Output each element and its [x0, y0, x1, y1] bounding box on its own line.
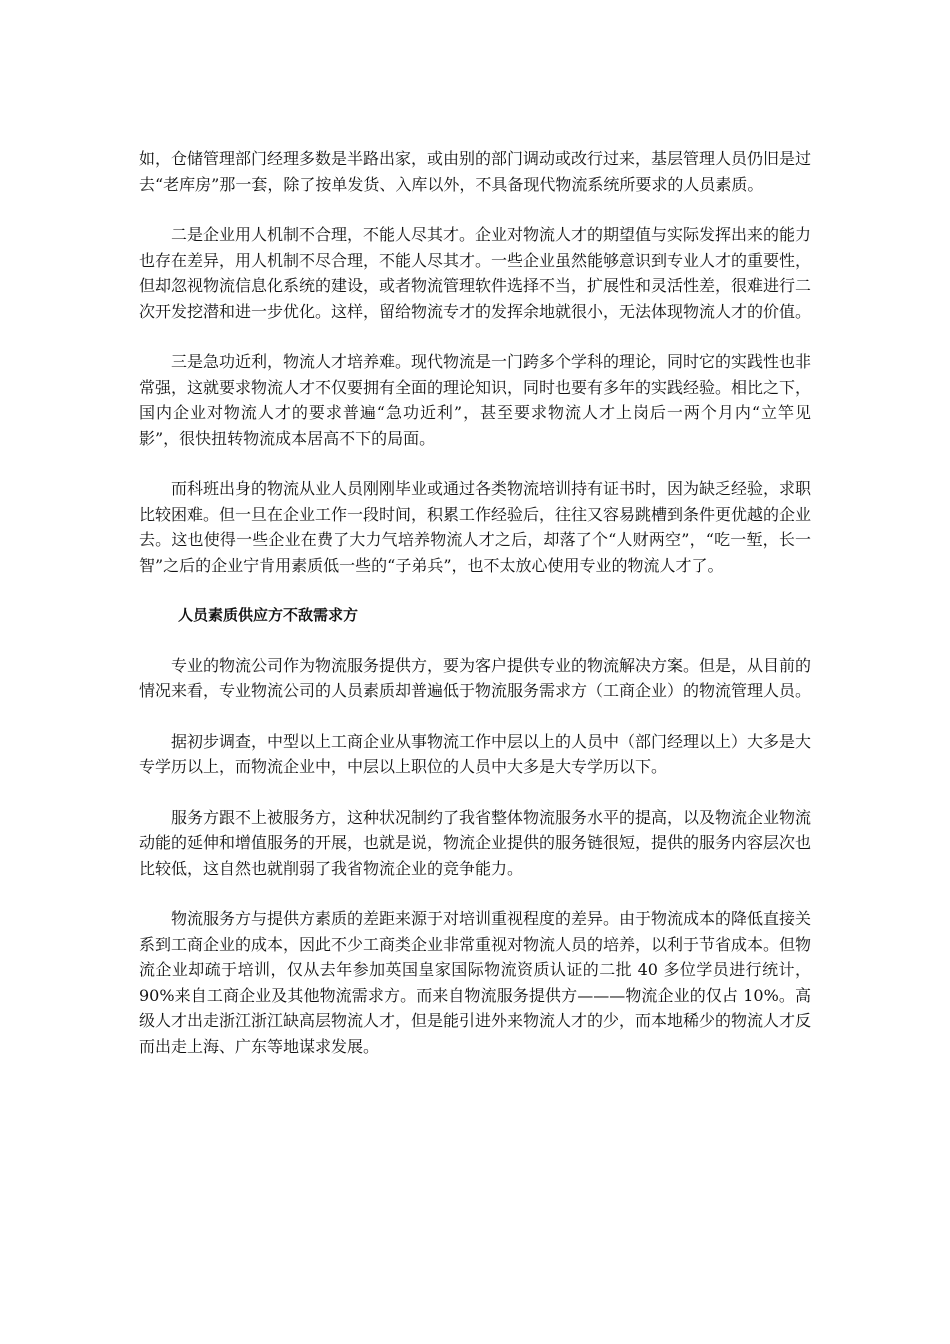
paragraph: 如，仓储管理部门经理多数是半路出家，或由别的部门调动或改行过来，基层管理人员仍旧是过去“老库房”那一套，除了按单发货、入库以外，不具备现代物流系统所要求的人员素质。 [139, 149, 812, 194]
document-body [139, 146, 811, 1084]
paragraph: 二是企业用人机制不合理，不能人尽其才。企业对物流人才的期望值与实际发挥出来的能力也存在差异，用人机制不尽合理，不能人尽其才。一些企业虽然能够意识到专业人才的重要性，但却忽视物流信息化系统的建设，或者物流管理软件选择不当，扩展性和灵活性差，很难进行二次开发挖潜和进一步优化。这样，留给物流专才的发挥余地就很小，无法体现物流人才的价值。 [139, 225, 812, 321]
paragraph: 三是急功近利，物流人才培养难。现代物流是一门跨多个学科的理论，同时它的实践性也非常强，这就要求物流人才不仅要拥有全面的理论知识，同时也要有多年的实践经验。相比之下，国内企业对物流人才的要求普遍“急功近利”，甚至要求物流人才上岗后一两个月内“立竿见影”，很快扭转物流成本居高不下的局面。 [139, 352, 812, 448]
paragraph: 据初步调查，中型以上工商企业从事物流工作中层以上的人员中（部门经理以上）大多是大专学历以上，而物流企业中，中层以上职位的人员中大多是大专学历以下。 [139, 731, 812, 776]
paragraph: 专业的物流公司作为物流服务提供方，要为客户提供专业的物流解决方案。但是，从目前的情况来看，专业物流公司的人员素质却普遍低于物流服务需求方（工商企业）的物流管理人员。 [139, 655, 812, 700]
paragraph: 物流服务方与提供方素质的差距来源于对培训重视程度的差异。由于物流成本的降低直接关系到工商企业的成本，因此不少工商类企业非常重视对物流人员的培养，以利于节省成本。但物流企业却疏于培训，仅从去年参加英国皇家国际物流资质认证的二批 40 多位学员进行统计，90%来自工商企业及其他物流需求方。而来自物流服务提供方———物流企业的仅占 10%。高级人才出走浙江浙江缺高层物流人才，但是能引进外来物流人才的少，而本地稀少的物流人才反而出走上海、广东等地谋求发展。 [139, 909, 812, 1056]
paragraph: 服务方跟不上被服务方，这种状况制约了我省整体物流服务水平的提高，以及物流企业物流动能的延伸和增值服务的开展，也就是说，物流企业提供的服务链很短，提供的服务内容层次也比较低，这自然也就削弱了我省物流企业的竞争能力。 [139, 807, 812, 878]
section-heading: 人员素质供应方不敌需求方 [178, 606, 359, 624]
paragraph: 而科班出身的物流从业人员刚刚毕业或通过各类物流培训持有证书时，因为缺乏经验，求职比较困难。但一旦在企业工作一段时间，积累工作经验后，往往又容易跳槽到条件更优越的企业去。这也使得一些企业在费了大力气培养物流人才之后，却落了个“人财两空”，“吃一堑，长一智”之后的企业宁肯用素质低一些的“子弟兵”，也不太放心使用专业的物流人才了。 [139, 479, 812, 575]
